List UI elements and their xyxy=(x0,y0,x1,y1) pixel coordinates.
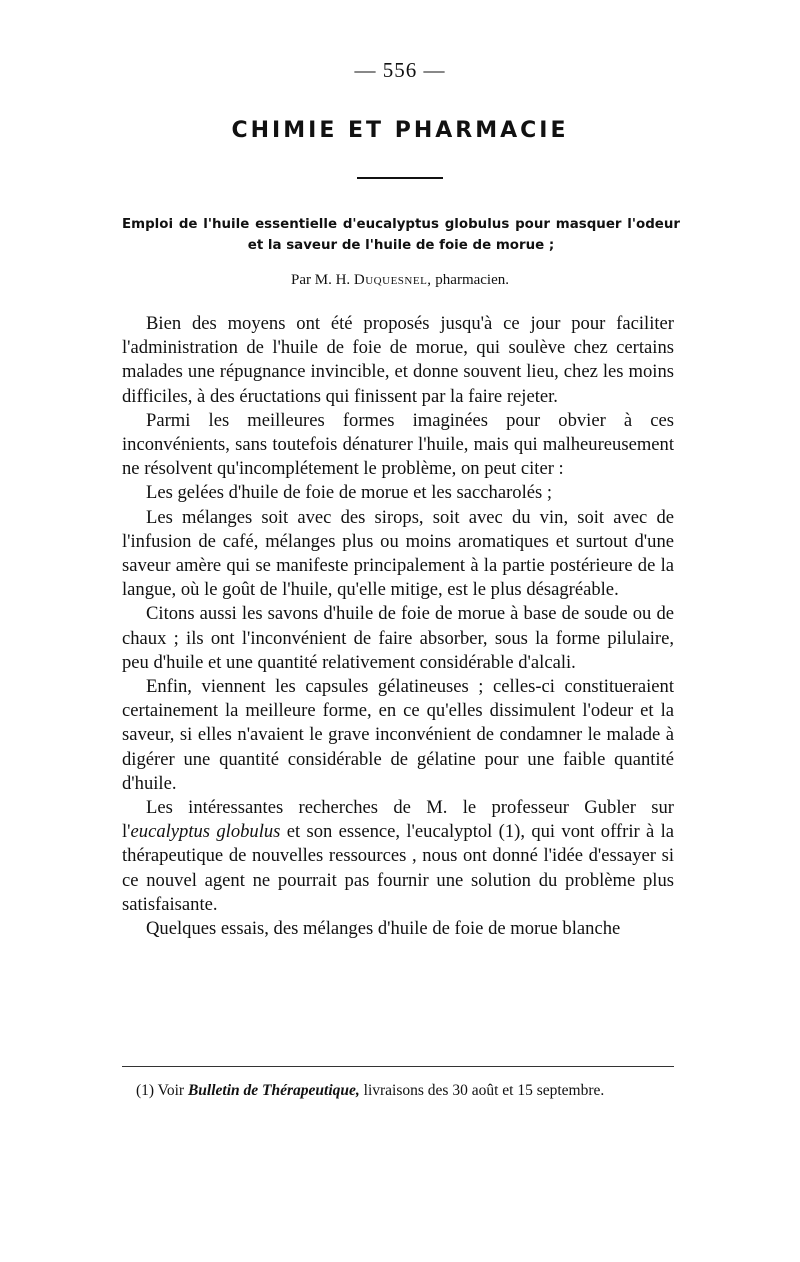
article-body xyxy=(122,312,674,941)
paragraph xyxy=(122,796,674,917)
paragraph: Parmi les meilleures formes imaginées pour obvier à ces inconvénients, sans toutefois dénaturer l'huile, mais qui malheureusement ne résolvent qu'incomplétement le problème, on peut citer : xyxy=(122,409,674,480)
paragraph: Citons aussi les savons d'huile de foie de morue à base de soude ou de chaux ; ils ont l'inconvénient de faire absorber, sous la forme pilulaire, peu d'huile et une quantité relativement considérable d'alcali. xyxy=(122,603,674,673)
footnote-journal: Bulletin de Thérapeutique, xyxy=(187,1082,360,1099)
footnote xyxy=(136,1081,676,1101)
paragraph: Bien des moyens ont été proposés jusqu'à ce jour pour faciliter l'administration de l'huile de foie de morue, qui soulève chez certains malades une répugnance invincible, et donne souvent lieu, chez les moins difficiles, à des éructations qui finissent par la faire rejeter. xyxy=(122,313,674,407)
footnote-marker: (1) Voir xyxy=(136,1082,185,1099)
paragraph: Les gelées d'huile de foie de morue et les saccharolés ; xyxy=(146,482,553,504)
page-number: — 556 — xyxy=(354,58,446,82)
title-divider xyxy=(357,177,443,179)
paragraph: Les mélanges soit avec des sirops, soit avec du vin, soit avec de l'infusion de café, mélanges plus ou moins aromatiques et surtout d'une saveur amère qui se manifeste principalement à la partie postérieure de la langue, où le goût de l'huile, qu'elle mitige, est le plus désagréable. xyxy=(122,506,674,601)
paragraph-text: Les intéressantes recherches de M. le professeur Gubler sur l' xyxy=(122,797,674,843)
paragraph-text: et son essence, l'eucalyptol (1), qui vont offrir à la thérapeutique de nouvelles ressources , nous ont donné l'idée d'essayer si ce nouvel agent ne pourrait pas fournir une solution du problème plus satisfaisante. xyxy=(122,821,674,915)
section-title: CHIMIE ET PHARMACIE xyxy=(231,118,569,143)
species-name: eucalyptus globulus xyxy=(130,821,281,843)
paragraph: Quelques essais, des mélanges d'huile de foie de morue blanche xyxy=(146,918,621,940)
byline-suffix: pharmacien. xyxy=(435,272,510,288)
byline xyxy=(0,272,800,289)
article-title: Emploi de l'huile essentielle d'eucalyptus globulus pour masquer l'odeur et la saveur de l'huile de foie de morue ; xyxy=(122,217,680,253)
paragraph: Enfin, viennent les capsules gélatineuses ; celles-ci constitueraient certainement la meilleure forme, en ce qu'elles dissimulent l'odeur et la saveur, si elles n'avaient le grave inconvénient de condamner le malade à digérer une quantité considérable de gélatine pour une faible quantité d'huile. xyxy=(122,676,674,794)
author-name: Duquesnel, xyxy=(353,272,432,288)
footnote-text: livraisons des 30 août et 15 septembre. xyxy=(363,1082,605,1099)
byline-prefix: Par M. H. xyxy=(290,272,351,288)
footnote-divider xyxy=(122,1066,674,1067)
